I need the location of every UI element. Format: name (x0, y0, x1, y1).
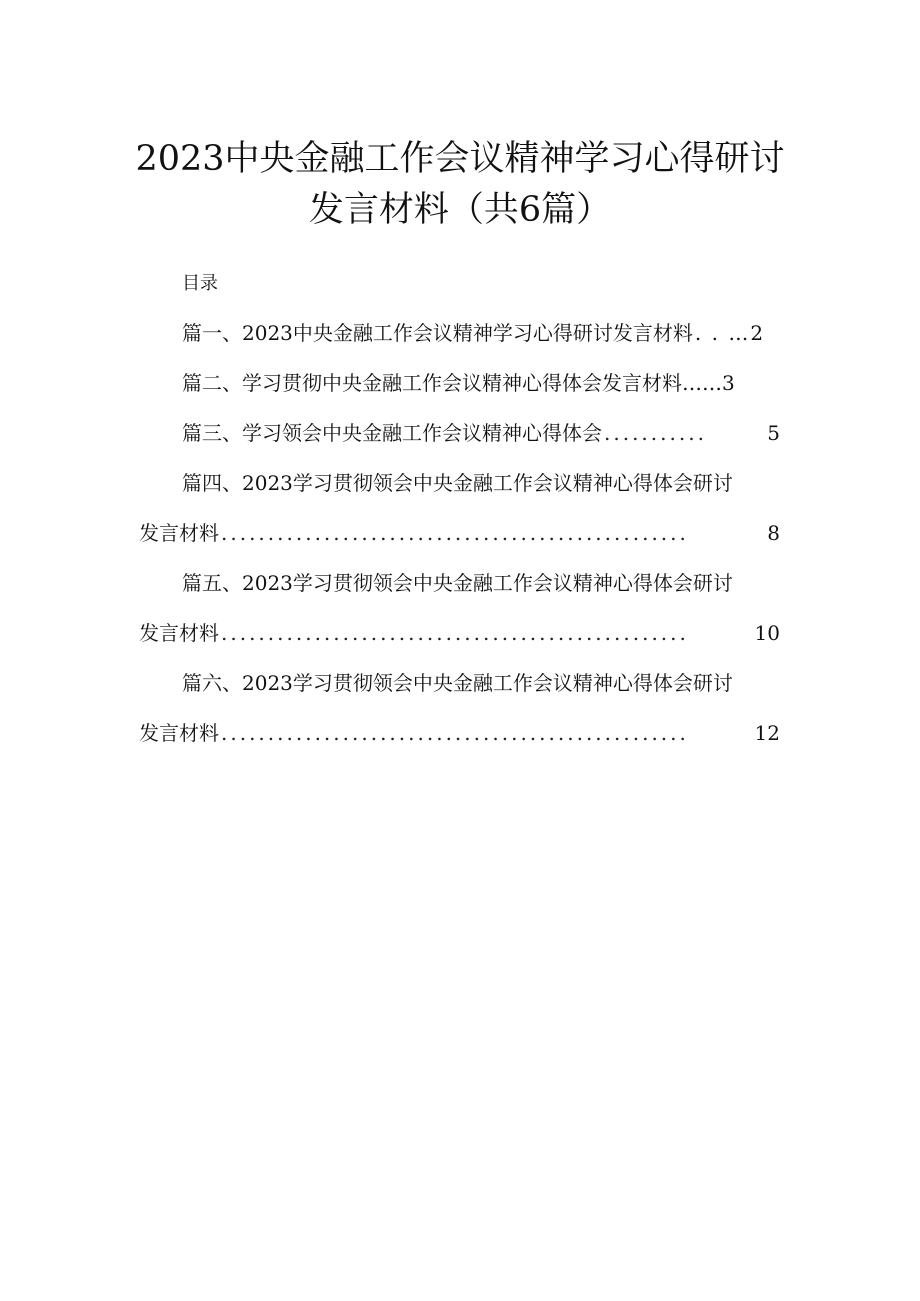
toc-entry-page: 5 (767, 421, 780, 445)
toc-entry-leader: . . … (694, 321, 751, 345)
toc-entry-text: 发言材料 (139, 521, 219, 545)
toc-entry-text: 篇三、学习领会中央金融工作会议精神心得体会 (182, 421, 602, 445)
toc-entry-leader: ........... (604, 421, 707, 445)
toc-entry-1[interactable] (182, 319, 780, 347)
toc-entry-page: 10 (754, 621, 780, 645)
toc-entry-5-line-2[interactable] (139, 619, 780, 647)
toc-entry-text: 篇六、2023学习贯彻领会中央金融工作会议精神心得体会研讨 (182, 671, 733, 695)
toc-entry-5-line-1[interactable] (182, 569, 780, 597)
toc-heading: 目录 (182, 273, 218, 294)
toc-entry-2[interactable] (182, 369, 780, 397)
toc-entry-leader: .................................................. (221, 621, 689, 645)
toc-entry-leader: …… (682, 371, 722, 395)
toc-entry-text: 发言材料 (139, 621, 219, 645)
document-title-line-2: 发言材料（共6篇） (308, 190, 612, 230)
toc-entry-4-line-2[interactable] (139, 519, 780, 547)
toc-entry-text: 发言材料 (139, 721, 219, 745)
document-title-line-1: 2023中央金融工作会议精神学习心得研讨 (135, 139, 785, 179)
toc-entry-page: 2 (750, 321, 764, 345)
toc-entry-6-line-1[interactable] (182, 669, 780, 697)
toc-entry-text: 篇一、2023中央金融工作会议精神学习心得研讨发言材料 (182, 321, 693, 345)
toc-entry-leader: .................................................. (221, 521, 689, 545)
toc-entry-text: 篇二、学习贯彻中央金融工作会议精神心得体会发言材料 (182, 371, 682, 395)
toc-entry-page: 3 (722, 371, 735, 395)
toc-entry-4-line-1[interactable] (182, 469, 780, 497)
toc-entry-page: 8 (767, 521, 780, 545)
toc-entry-leader: .................................................. (221, 721, 689, 745)
toc-entry-text: 篇五、2023学习贯彻领会中央金融工作会议精神心得体会研讨 (182, 571, 733, 595)
toc-entry-text: 篇四、2023学习贯彻领会中央金融工作会议精神心得体会研讨 (182, 471, 733, 495)
toc-entry-6-line-2[interactable] (139, 719, 780, 747)
toc-entry-3[interactable] (182, 419, 780, 447)
toc-entry-page: 12 (754, 721, 780, 745)
